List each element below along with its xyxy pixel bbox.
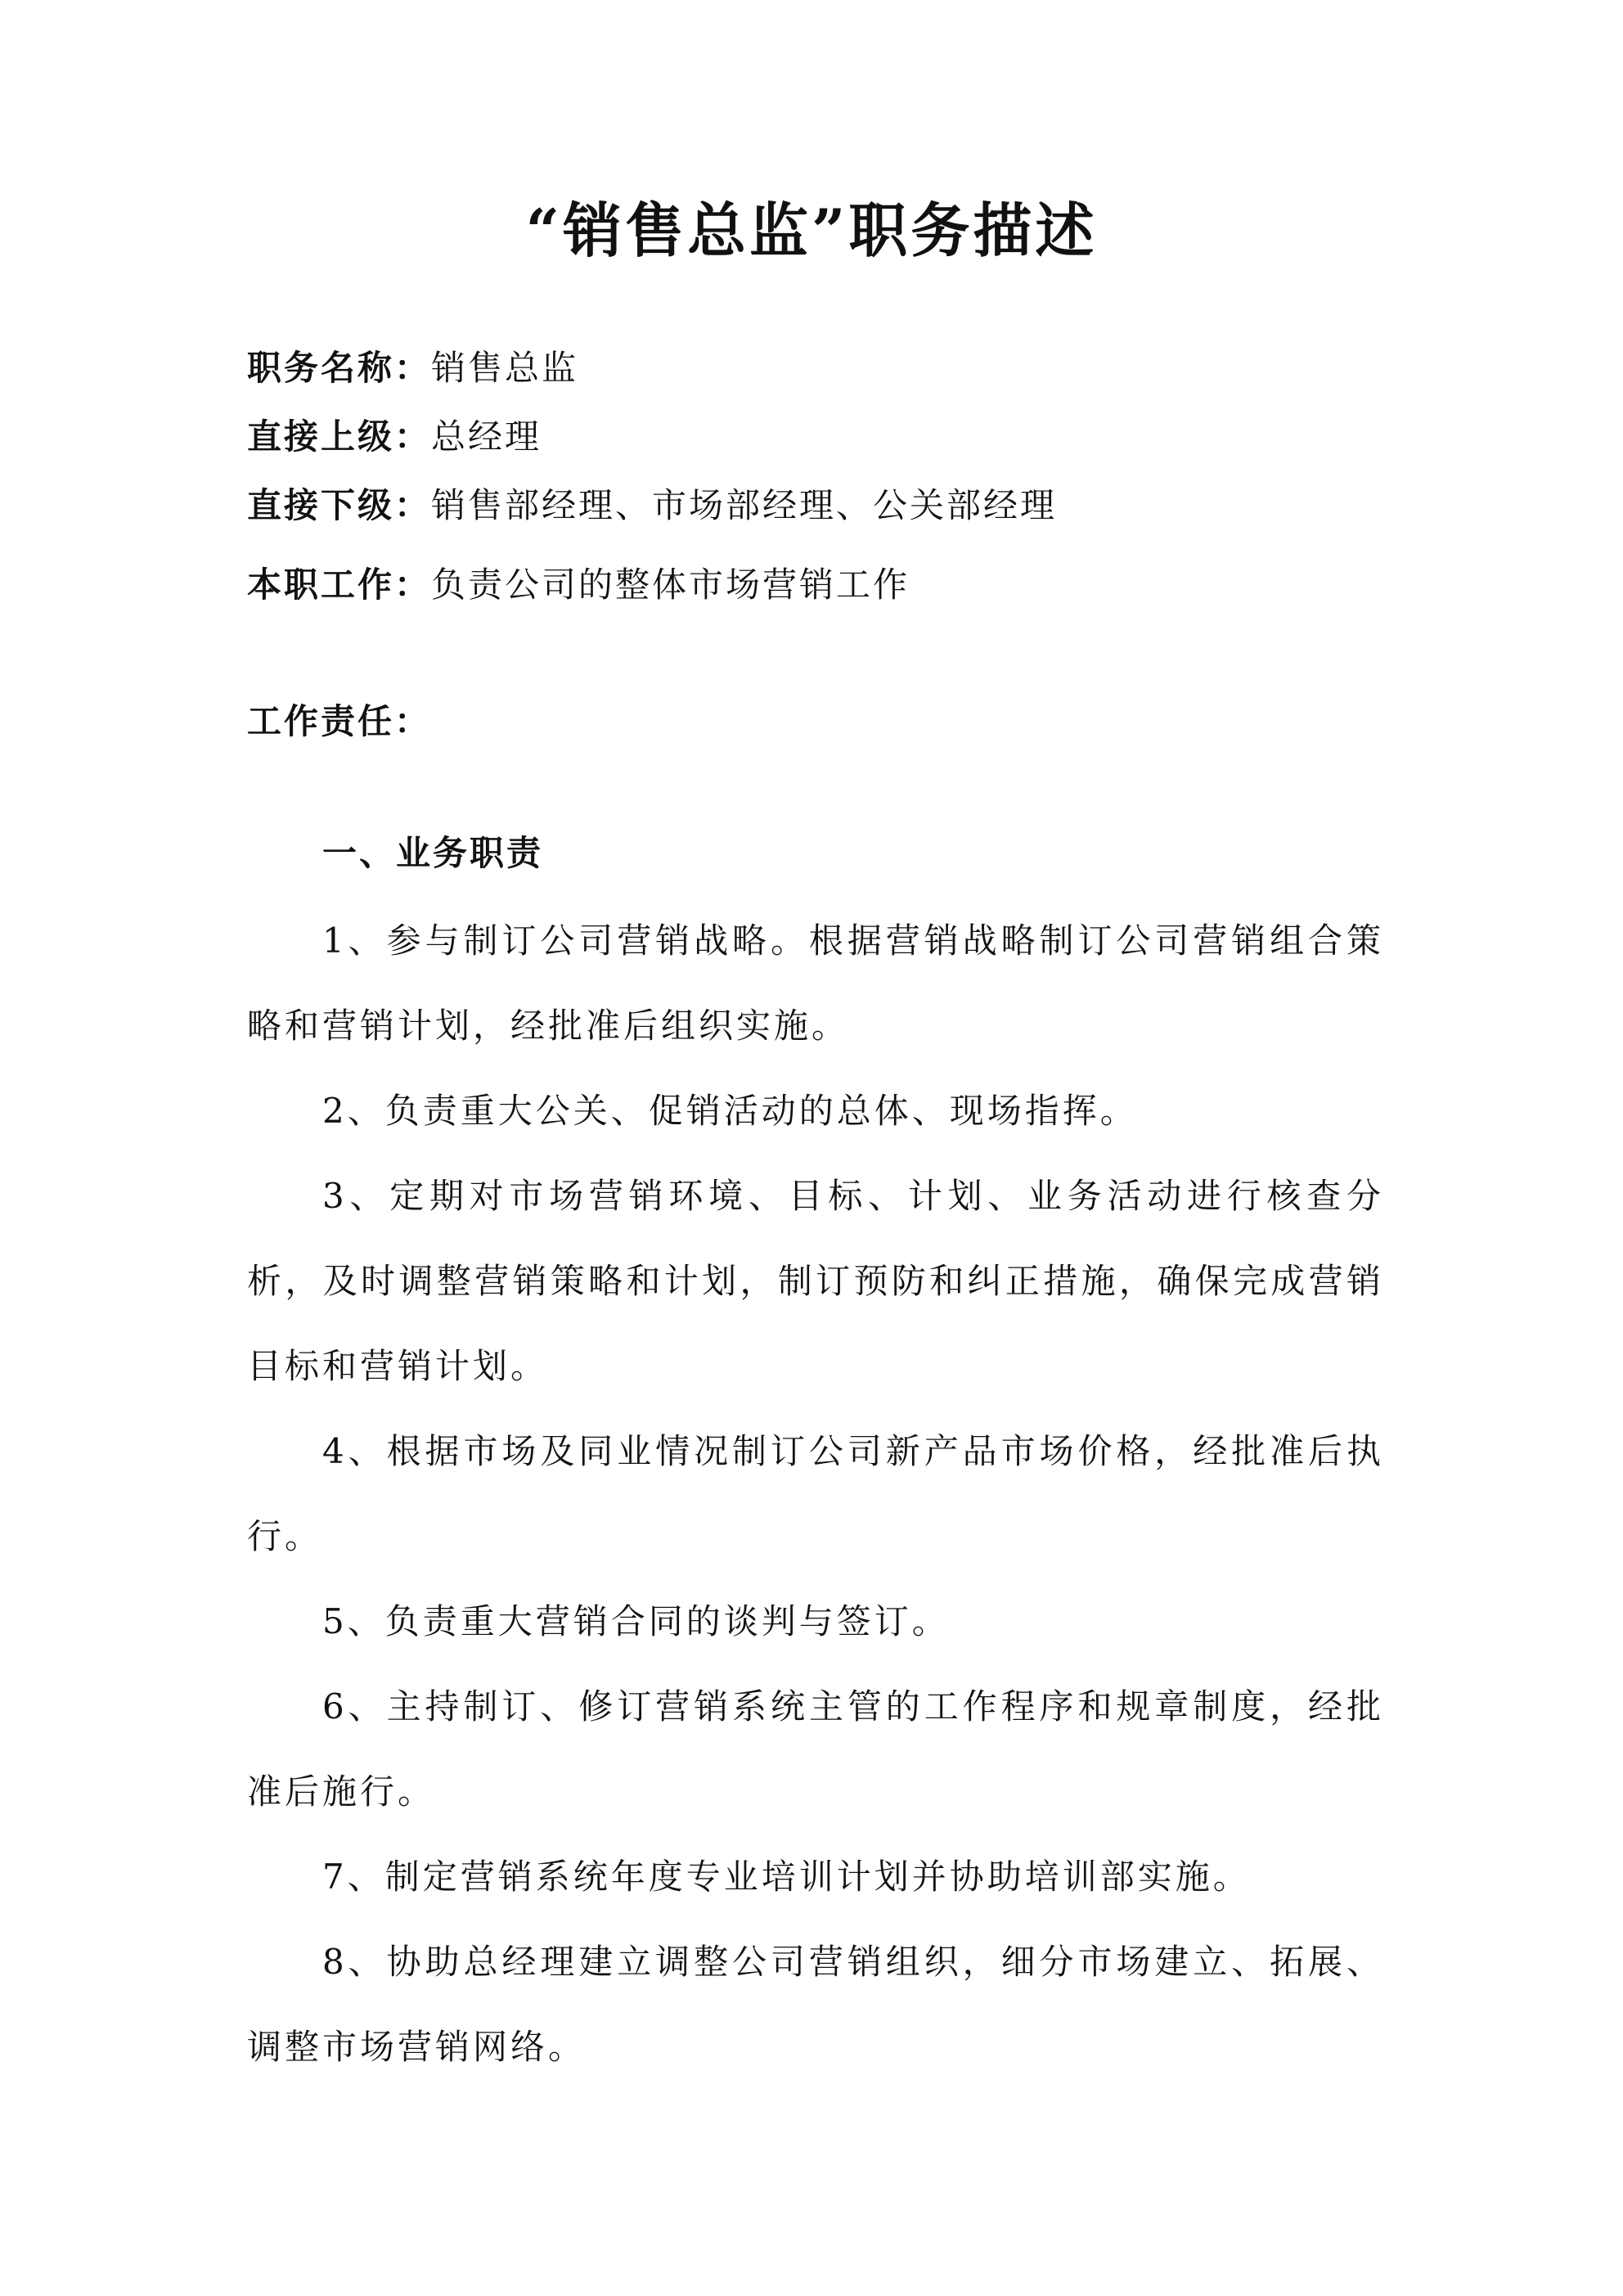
list-item: 1、参与制订公司营销战略。根据营销战略制订公司营销组合策略和营销计划，经批准后组织实施。 bbox=[247, 921, 1384, 1046]
document-title: “销售总监”职务描述 bbox=[525, 196, 1098, 265]
section-one-heading: 一、业务职责 bbox=[322, 833, 544, 873]
field-value: 销售部经理、市场部经理、公关部经理 bbox=[431, 485, 1058, 525]
list-item: 7、制定营销系统年度专业培训计划并协助培训部实施。 bbox=[322, 1857, 1251, 1897]
field-job-title bbox=[247, 344, 578, 393]
field-direct-subordinates bbox=[247, 481, 1057, 530]
list-item: 6、主持制订、修订营销系统主管的工作程序和规章制度，经批准后施行。 bbox=[247, 1686, 1384, 1812]
field-value: 销售总监 bbox=[431, 348, 579, 388]
field-label: 本职工作： bbox=[247, 565, 432, 605]
list-item: 5、负责重大营销合同的谈判与签订。 bbox=[322, 1601, 950, 1641]
responsibilities-heading: 工作责任： bbox=[247, 701, 432, 741]
field-value: 负责公司的整体市场营销工作 bbox=[431, 565, 910, 605]
list-item: 8、协助总经理建立调整公司营销组织，细分市场建立、拓展、调整市场营销网络。 bbox=[247, 1942, 1384, 2067]
field-label: 直接上级： bbox=[247, 416, 432, 457]
field-label: 直接下级： bbox=[247, 485, 432, 525]
list-item: 4、根据市场及同业情况制订公司新产品市场价格，经批准后执行。 bbox=[247, 1431, 1384, 1556]
list-item: 2、负责重大公关、促销活动的总体、现场指挥。 bbox=[322, 1091, 1138, 1131]
field-main-work bbox=[247, 560, 910, 610]
field-label: 职务名称： bbox=[247, 348, 432, 388]
field-value: 总经理 bbox=[431, 416, 542, 457]
list-item: 3、定期对市场营销环境、目标、计划、业务活动进行核查分析，及时调整营销策略和计划，制订预防和纠正措施，确保完成营销目标和营销计划。 bbox=[247, 1176, 1384, 1386]
field-direct-superior bbox=[247, 412, 542, 461]
